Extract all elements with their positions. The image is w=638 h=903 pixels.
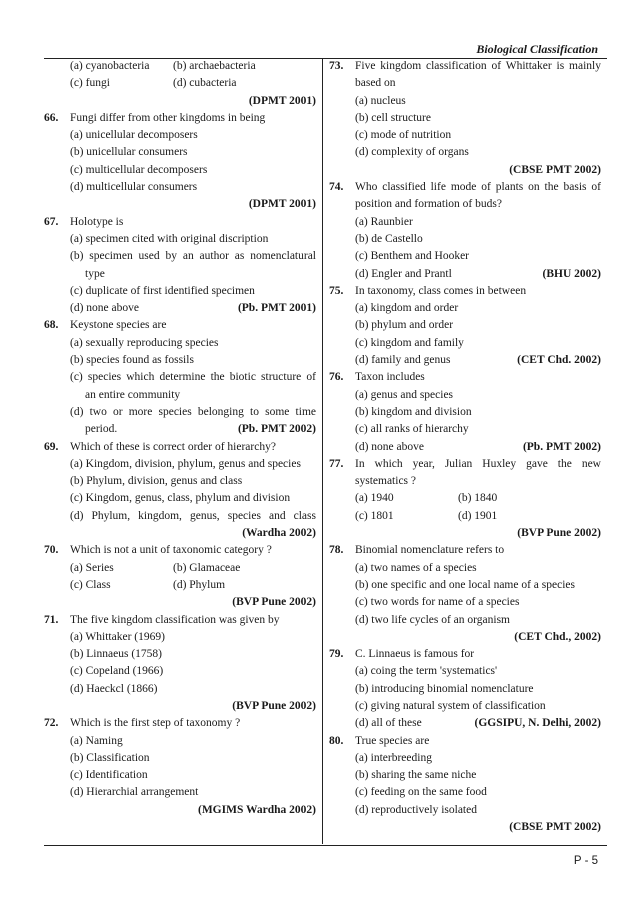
option-d: (d) Phylum (173, 578, 226, 591)
question-79 (329, 646, 601, 732)
source-tag: (BVP Pune 2002) (232, 699, 316, 712)
source-tag: (Wardha 2002) (242, 527, 316, 540)
question-75 (329, 283, 601, 369)
option-b: (b) archaebacteria (173, 60, 256, 72)
question-number: 79. (329, 648, 344, 661)
option-a: (a) two names of a species (355, 561, 477, 574)
option-a: (a) sexually reproducing species (70, 336, 219, 349)
question-number: 68. (44, 319, 59, 332)
question-77 (329, 456, 601, 542)
option-c: (c) duplicate of first identified specimen (70, 284, 255, 297)
question-number: 71. (44, 613, 59, 626)
option-a: (a) unicellular decomposers (70, 129, 198, 142)
option-d: (d) two or more species belonging to some time (70, 405, 316, 418)
question-65-continued (44, 58, 316, 110)
source-tag: (CET Chd. 2002) (517, 354, 601, 367)
option-b: (b) sharing the same niche (355, 769, 477, 782)
question-number: 80. (329, 734, 344, 747)
option-d-continued: period. (85, 423, 118, 436)
question-66 (44, 110, 316, 214)
question-number: 75. (329, 284, 344, 297)
option-c: (c) two words for name of a species (355, 596, 520, 609)
source-tag: (GGSIPU, N. Delhi, 2002) (474, 717, 601, 730)
option-a: (a) Naming (70, 734, 123, 747)
option-a: (a) interbreeding (355, 751, 432, 764)
column-divider (322, 58, 323, 844)
source-tag: (MGIMS Wardha 2002) (198, 803, 316, 816)
option-b: (b) specimen used by an author as nomenclatural (70, 250, 316, 263)
source-tag: (CBSE PMT 2002) (509, 821, 601, 834)
question-text: In taxonomy, class comes in between (355, 284, 527, 297)
source-tag: (BHU 2002) (542, 267, 601, 280)
option-b-continued: type (85, 267, 105, 280)
option-d: (d) Engler and Prantl (355, 267, 452, 280)
option-b: (b) de Castello (355, 232, 423, 245)
option-b: (b) Phylum, division, genus and class (70, 475, 243, 488)
option-c: (c) Class (70, 578, 111, 591)
option-c: (c) Identification (70, 769, 148, 782)
question-text-continued: based on (355, 77, 396, 90)
option-c: (c) 1801 (355, 509, 394, 522)
question-text: Which is not a unit of taxonomic category ? (70, 544, 272, 557)
question-text: The five kingdom classification was given by (70, 613, 280, 626)
option-c: (c) Benthem and Hooker (355, 250, 470, 263)
source-tag: (Pb. PMT 2002) (237, 423, 316, 436)
option-d: (d) 1901 (458, 509, 498, 522)
footer-rule (44, 845, 607, 846)
question-text: Keystone species are (70, 319, 167, 332)
source-tag: (DPMT 2001) (248, 198, 316, 211)
option-d: (d) none above (70, 302, 139, 315)
option-c: (c) species which determine the biotic structure of (70, 371, 316, 384)
option-a: (a) specimen cited with original discription (70, 232, 269, 245)
question-text: Fungi differ from other kingdoms in being (70, 111, 266, 124)
option-c: (c) giving natural system of classification (355, 699, 546, 712)
question-number: 72. (44, 717, 59, 730)
right-column (329, 58, 601, 836)
option-a: (a) coing the term 'systematics' (355, 665, 498, 678)
option-b: (b) unicellular consumers (70, 146, 188, 159)
question-text: Taxon includes (355, 371, 425, 384)
option-d: (d) Hierarchial arrangement (70, 786, 199, 799)
question-68 (44, 317, 316, 438)
question-number: 66. (44, 111, 59, 124)
option-d: (d) multicellular consumers (70, 181, 198, 194)
option-d: (d) Phylum, kingdom, genus, species and class (70, 509, 316, 522)
question-69 (44, 439, 316, 543)
option-a: (a) Series (70, 561, 114, 574)
question-73 (329, 58, 601, 179)
question-70 (44, 542, 316, 611)
option-c: (c) all ranks of hierarchy (355, 423, 469, 436)
left-column (44, 58, 316, 819)
option-b: (b) kingdom and division (355, 405, 472, 418)
option-d: (d) two life cycles of an organism (355, 613, 510, 626)
question-text-continued: systematics ? (355, 475, 416, 488)
source-tag: (Pb. PMT 2002) (522, 440, 601, 453)
question-74 (329, 179, 601, 283)
option-b: (b) introducing binomial nomenclature (355, 682, 534, 695)
question-72 (44, 715, 316, 819)
question-78 (329, 542, 601, 646)
question-text: Which of these is correct order of hierarchy? (70, 440, 276, 453)
option-c: (c) Copeland (1966) (70, 665, 164, 678)
option-b: (b) Linnaeus (1758) (70, 648, 162, 661)
option-d: (d) reproductively isolated (355, 803, 477, 816)
question-67 (44, 214, 316, 318)
option-b: (b) 1840 (458, 492, 498, 505)
question-number: 73. (329, 60, 344, 72)
option-d: (d) family and genus (355, 354, 451, 367)
option-b: (b) one specific and one local name of a species (355, 578, 575, 591)
question-71 (44, 612, 316, 716)
question-text: Who classified life mode of plants on the basis of (355, 181, 601, 194)
question-text-continued: position and formation of buds? (355, 198, 502, 211)
option-c: (c) fungi (70, 77, 110, 90)
question-text: C. Linnaeus is famous for (355, 648, 475, 661)
question-text: Which is the first step of taxonomy ? (70, 717, 241, 730)
option-c: (c) Kingdom, genus, class, phylum and division (70, 492, 291, 505)
option-d: (d) Haeckcl (1866) (70, 682, 158, 695)
option-a: (a) cyanobacteria (70, 60, 150, 72)
question-text: Five kingdom classification of Whittaker is mainly (355, 60, 601, 72)
option-b: (b) Glamaceae (173, 561, 241, 574)
page-number: P - 5 (573, 855, 598, 867)
option-c: (c) feeding on the same food (355, 786, 487, 799)
option-a: (a) 1940 (355, 492, 394, 505)
question-76 (329, 369, 601, 455)
question-number: 77. (329, 457, 344, 470)
option-d: (d) all of these (355, 717, 422, 730)
option-b: (b) species found as fossils (70, 354, 194, 367)
question-number: 70. (44, 544, 59, 557)
source-tag: (CET Chd., 2002) (514, 630, 601, 643)
question-number: 78. (329, 544, 344, 557)
question-text: True species are (355, 734, 430, 747)
question-text: Holotype is (70, 215, 124, 228)
question-number: 76. (329, 371, 344, 384)
option-a: (a) nucleus (355, 94, 406, 107)
option-b: (b) phylum and order (355, 319, 454, 332)
option-d: (d) cubacteria (173, 77, 237, 90)
question-text: In which year, Julian Huxley gave the new (355, 457, 601, 470)
option-a: (a) Whittaker (1969) (70, 630, 165, 643)
option-c: (c) multicellular decomposers (70, 163, 208, 176)
question-80 (329, 733, 601, 837)
option-d: (d) none above (355, 440, 424, 453)
option-c: (c) mode of nutrition (355, 129, 452, 142)
option-b: (b) Classification (70, 751, 150, 764)
option-a: (a) kingdom and order (355, 302, 459, 315)
option-a: (a) Kingdom, division, phylum, genus and species (70, 457, 301, 470)
question-number: 69. (44, 440, 59, 453)
option-a: (a) genus and species (355, 388, 454, 401)
source-tag: (BVP Pune 2002) (517, 527, 601, 540)
option-d: (d) complexity of organs (355, 146, 469, 159)
page-header-title: Biological Classification (476, 42, 598, 56)
option-c-continued: an entire community (85, 388, 181, 401)
option-c: (c) kingdom and family (355, 336, 464, 349)
question-number: 74. (329, 181, 344, 194)
question-text: Binomial nomenclature refers to (355, 544, 505, 557)
source-tag: (Pb. PMT 2001) (237, 302, 316, 315)
source-tag: (CBSE PMT 2002) (509, 163, 601, 176)
source-tag: (BVP Pune 2002) (232, 596, 316, 609)
option-a: (a) Raunbier (355, 215, 413, 228)
question-number: 67. (44, 215, 59, 228)
option-b: (b) cell structure (355, 111, 431, 124)
source-tag: (DPMT 2001) (248, 94, 316, 107)
